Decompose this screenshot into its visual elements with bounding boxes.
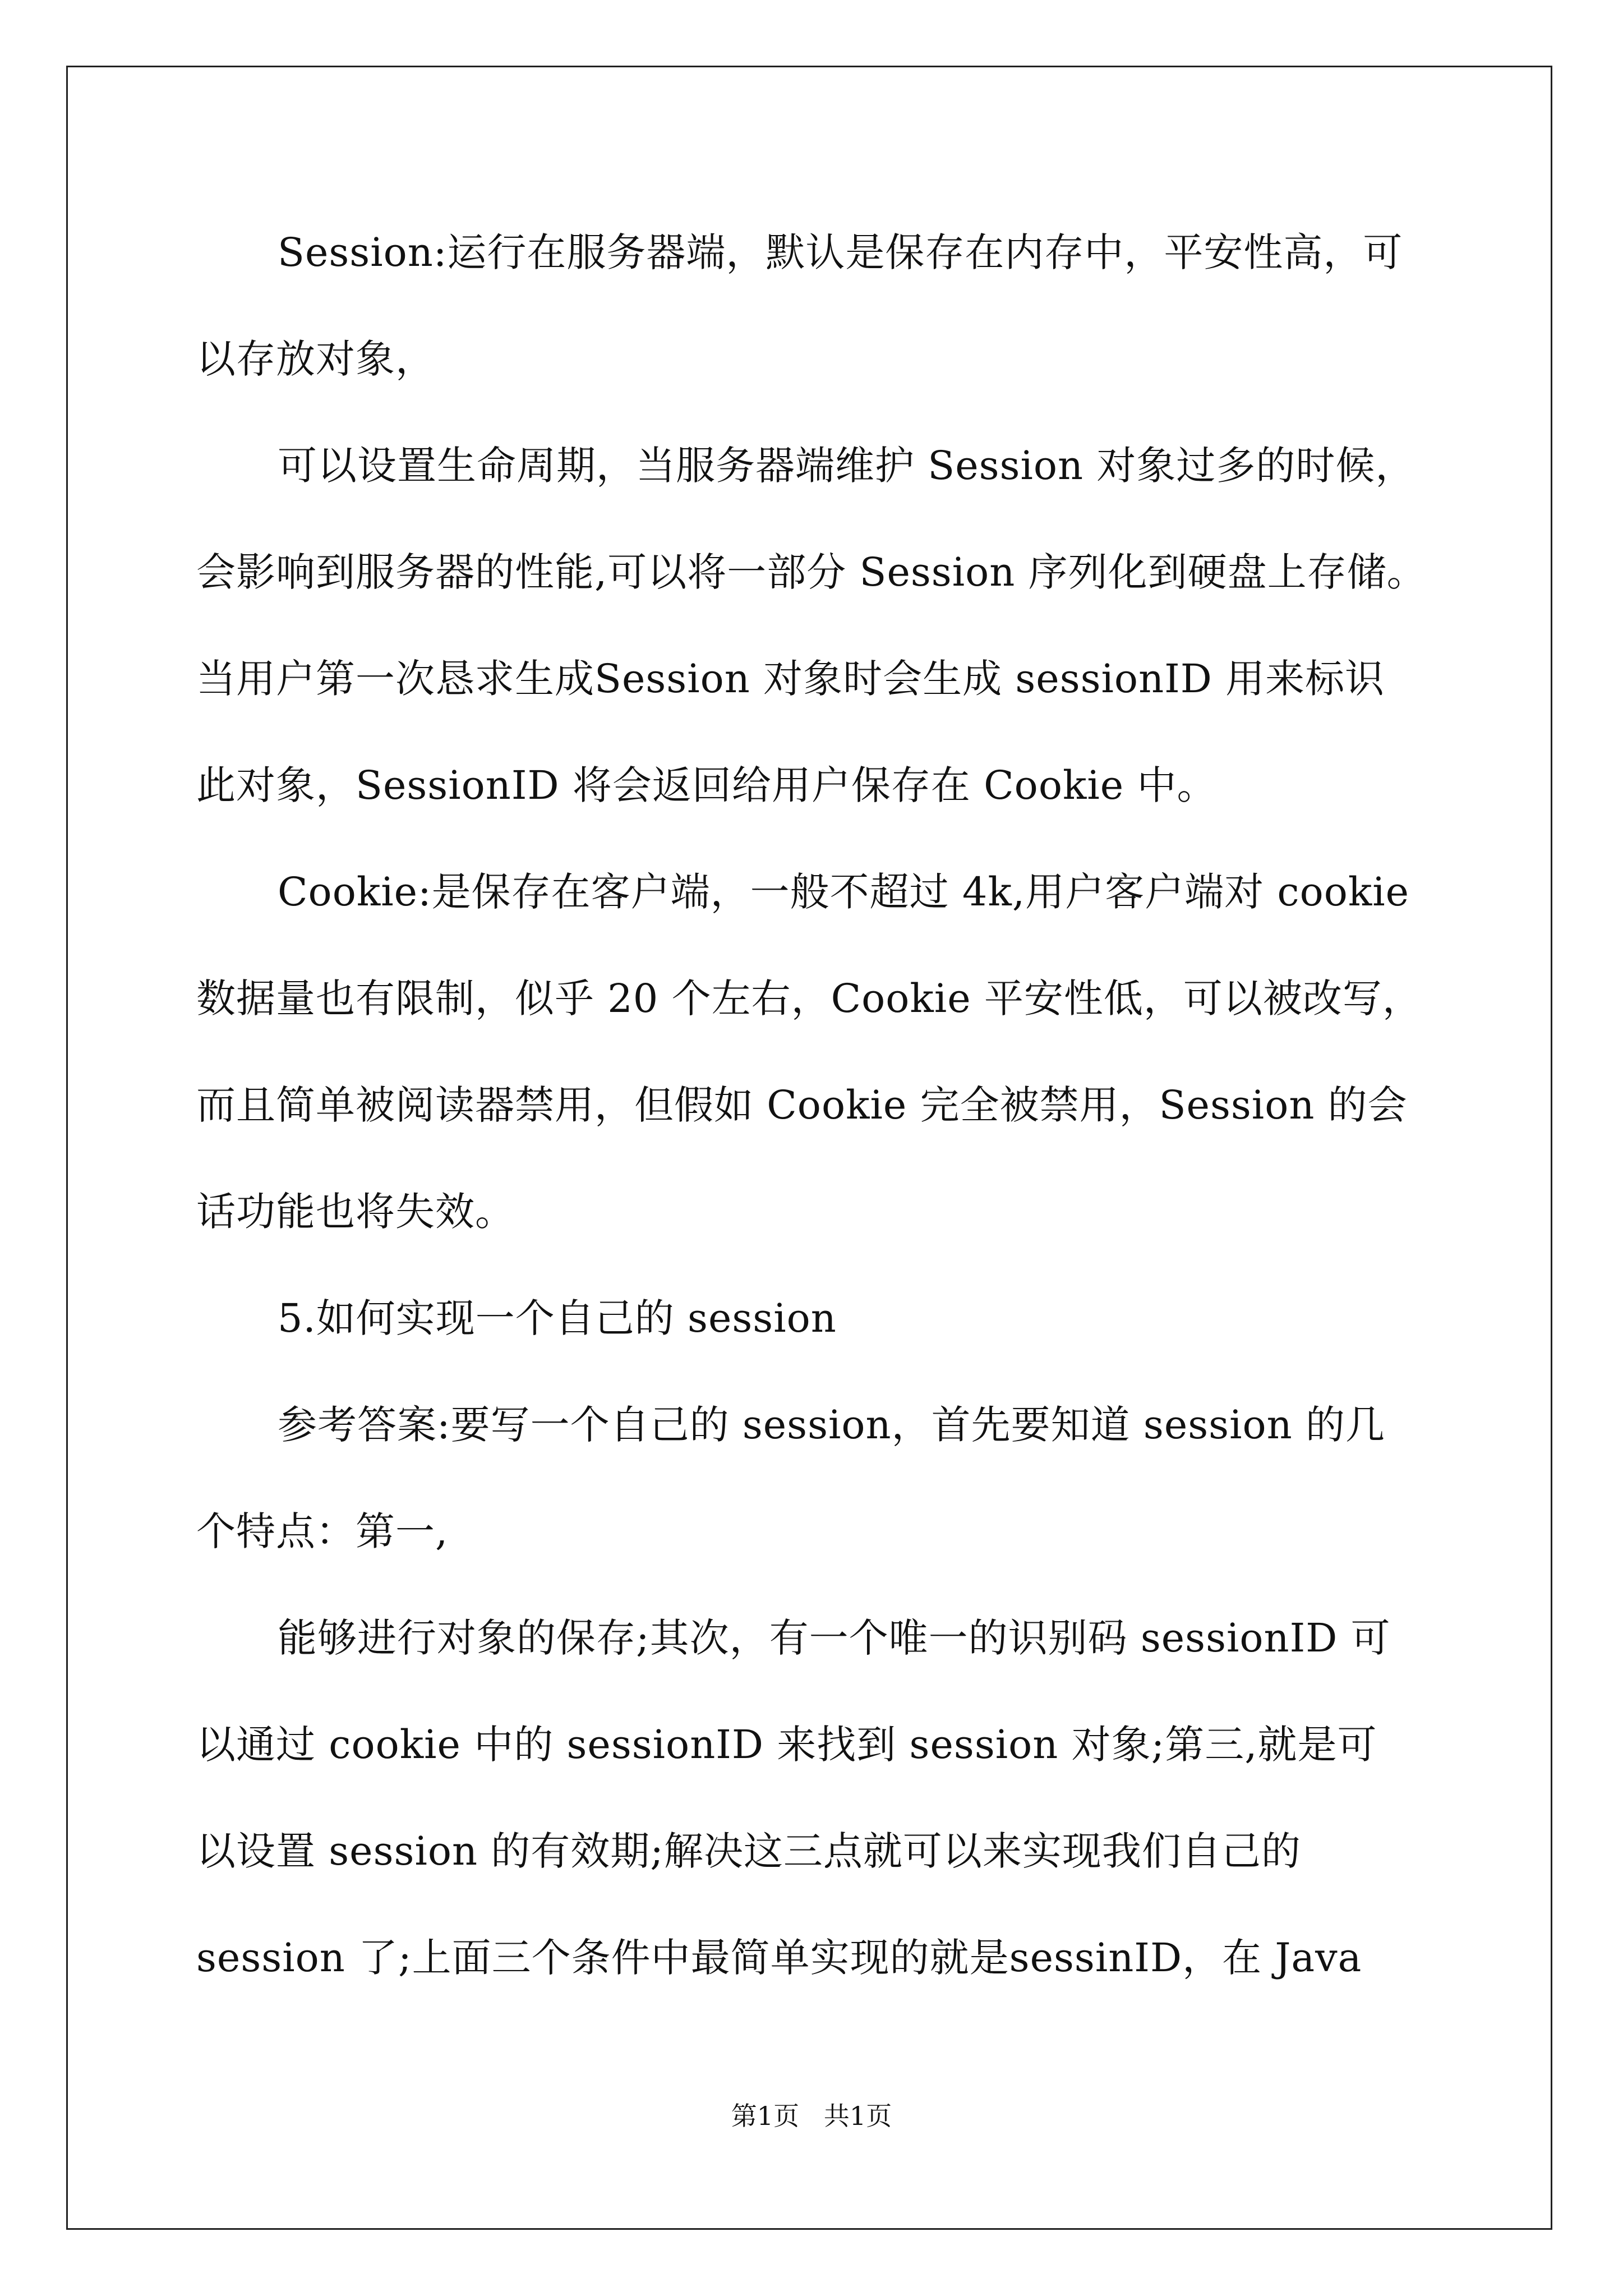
text-line: 而且简单被阅读器禁用，但假如 Cookie 完全被禁用，Session 的会 bbox=[196, 1082, 1408, 1128]
text-line: session 了;上面三个条件中最简单实现的就是sessinID，在 Java bbox=[196, 1935, 1362, 1981]
text-line: 以通过 cookie 中的 sessionID 来找到 session 对象;第三,就是可 bbox=[196, 1722, 1377, 1768]
text-line: 能够进行对象的保存;其次，有一个唯一的识别码 sessionID 可 bbox=[278, 1615, 1391, 1661]
text-line: 话功能也将失效。 bbox=[196, 1189, 515, 1235]
text-line: Session:运行在服务器端，默认是保存在内存中，平安性高，可 bbox=[278, 229, 1403, 275]
text-line: 个特点：第一, bbox=[196, 1508, 449, 1554]
text-line: 可以设置生命周期，当服务器端维护 Session 对象过多的时候， bbox=[278, 443, 1415, 489]
text-line: 数据量也有限制，似乎 20 个左右，Cookie 平安性低，可以被改写， bbox=[196, 976, 1422, 1022]
text-line: 当用户第一次恳求生成Session 对象时会生成 sessionID 用来标识 bbox=[196, 656, 1385, 702]
text-line: 以设置 session 的有效期;解决这三点就可以来实现我们自己的 bbox=[196, 1828, 1301, 1874]
text-line: 参考答案:要写一个自己的 session，首先要知道 session 的几 bbox=[278, 1402, 1385, 1448]
text-line: 以存放对象， bbox=[196, 336, 435, 382]
section-heading: 5.如何实现一个自己的 session bbox=[278, 1295, 837, 1341]
text-line: 此对象，SessionID 将会返回给用户保存在 Cookie 中。 bbox=[196, 762, 1217, 808]
page-number-footer: 第1页 共1页 bbox=[731, 2101, 892, 2131]
text-line: Cookie:是保存在客户端，一般不超过 4k,用户客户端对 cookie bbox=[278, 869, 1410, 915]
text-line: 会影响到服务器的性能,可以将一部分 Session 序列化到硬盘上存储。 bbox=[196, 549, 1427, 595]
